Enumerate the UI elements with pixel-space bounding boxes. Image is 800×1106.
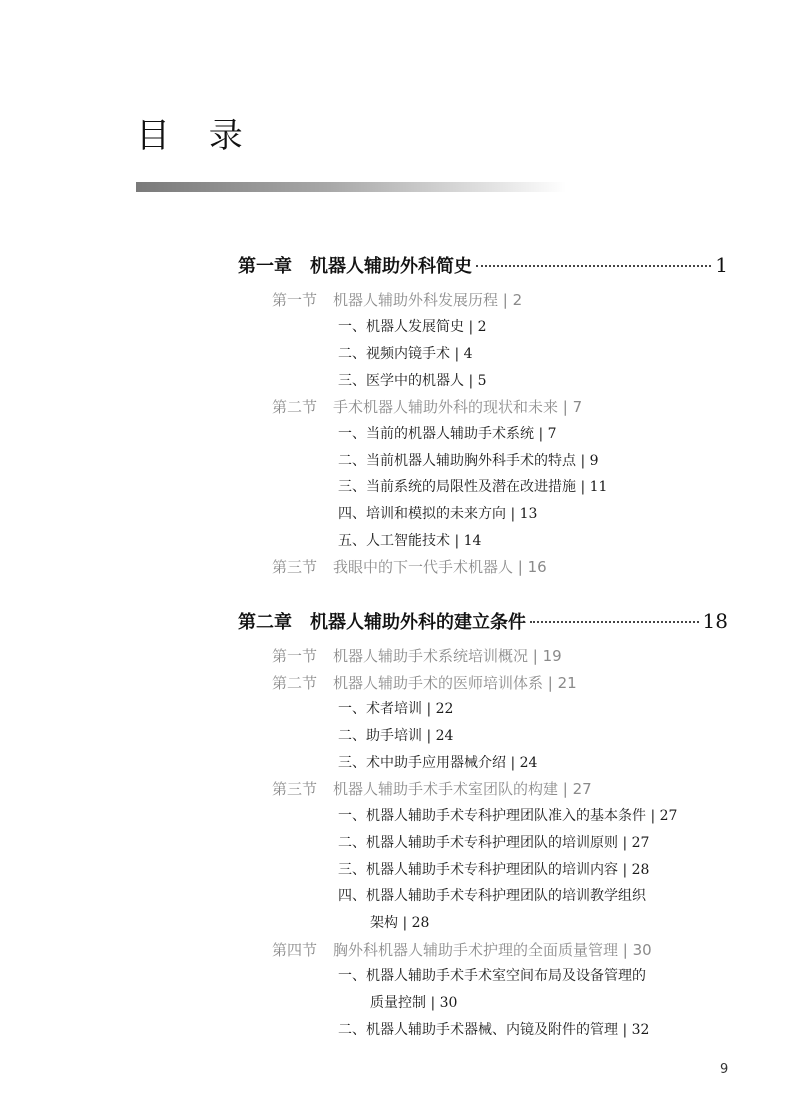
toc-item[interactable]: 三、术中助手应用器械介绍 | 24 bbox=[338, 755, 538, 771]
page-number: 9 bbox=[720, 1062, 729, 1077]
toc-item[interactable]: 二、当前机器人辅助胸外科手术的特点 | 9 bbox=[338, 453, 599, 469]
section-title: 机器人辅助手术系统培训概况 | 19 bbox=[333, 647, 562, 665]
section-number: 第三节 bbox=[272, 780, 318, 798]
toc-item[interactable]: 二、机器人辅助手术器械、内镜及附件的管理 | 32 bbox=[338, 1022, 650, 1038]
toc-item[interactable]: 三、医学中的机器人 | 5 bbox=[338, 373, 487, 389]
dot-leader bbox=[530, 621, 699, 623]
chapter-number: 第二章 bbox=[238, 612, 292, 633]
toc-item[interactable]: 四、机器人辅助手术专科护理团队的培训教学组织 bbox=[338, 888, 646, 904]
section-title: 手术机器人辅助外科的现状和未来 | 7 bbox=[333, 398, 583, 416]
section-title: 机器人辅助手术手术室团队的构建 | 27 bbox=[333, 780, 592, 798]
toc-item[interactable]: 二、视频内镜手术 | 4 bbox=[338, 346, 473, 362]
section-title: 胸外科机器人辅助手术护理的全面质量管理 | 30 bbox=[333, 941, 652, 959]
toc-section[interactable] bbox=[272, 556, 547, 577]
toc-item[interactable]: 五、人工智能技术 | 14 bbox=[338, 533, 482, 549]
toc-item[interactable]: 三、机器人辅助手术专科护理团队的培训内容 | 28 bbox=[338, 862, 650, 878]
title-gradient-bar bbox=[136, 182, 566, 192]
section-number: 第三节 bbox=[272, 558, 318, 576]
section-title: 机器人辅助外科发展历程 | 2 bbox=[333, 291, 523, 309]
section-number: 第四节 bbox=[272, 941, 318, 959]
toc-item[interactable]: 一、机器人辅助手术专科护理团队准入的基本条件 | 27 bbox=[338, 808, 678, 824]
chapter-page: 1 bbox=[715, 253, 728, 277]
section-title: 机器人辅助手术的医师培训体系 | 21 bbox=[333, 674, 577, 692]
toc-item-continuation[interactable]: 架构 | 28 bbox=[370, 915, 430, 931]
toc-item[interactable]: 一、机器人发展简史 | 2 bbox=[338, 319, 487, 335]
toc-item-continuation[interactable]: 质量控制 | 30 bbox=[370, 995, 458, 1011]
toc-item[interactable]: 一、当前的机器人辅助手术系统 | 7 bbox=[338, 426, 557, 442]
toc-section[interactable] bbox=[272, 939, 652, 960]
chapter-page: 18 bbox=[702, 609, 728, 633]
toc-section[interactable] bbox=[272, 778, 592, 799]
section-number: 第二节 bbox=[272, 398, 318, 416]
chapter-number: 第一章 bbox=[238, 256, 292, 277]
toc-section[interactable] bbox=[272, 645, 562, 666]
section-number: 第二节 bbox=[272, 674, 318, 692]
toc-chapter-1[interactable] bbox=[238, 252, 728, 278]
toc-section[interactable] bbox=[272, 672, 577, 693]
toc-item[interactable]: 四、培训和模拟的未来方向 | 13 bbox=[338, 506, 538, 522]
toc-item[interactable]: 一、术者培训 | 22 bbox=[338, 701, 454, 717]
toc-section[interactable] bbox=[272, 289, 522, 310]
toc-item[interactable]: 二、机器人辅助手术专科护理团队的培训原则 | 27 bbox=[338, 835, 650, 851]
chapter-name: 机器人辅助外科简史 bbox=[310, 256, 472, 277]
chapter-name: 机器人辅助外科的建立条件 bbox=[310, 612, 526, 633]
toc-item[interactable]: 二、助手培训 | 24 bbox=[338, 728, 454, 744]
toc-item[interactable]: 一、机器人辅助手术手术室空间布局及设备管理的 bbox=[338, 968, 646, 984]
toc-section[interactable] bbox=[272, 396, 582, 417]
page-title: 目 录 bbox=[136, 116, 257, 156]
dot-leader bbox=[476, 265, 711, 267]
section-number: 第一节 bbox=[272, 647, 318, 665]
toc-chapter-2[interactable] bbox=[238, 608, 728, 634]
toc-item[interactable]: 三、当前系统的局限性及潜在改进措施 | 11 bbox=[338, 479, 608, 495]
section-number: 第一节 bbox=[272, 291, 318, 309]
section-title: 我眼中的下一代手术机器人 | 16 bbox=[333, 558, 547, 576]
